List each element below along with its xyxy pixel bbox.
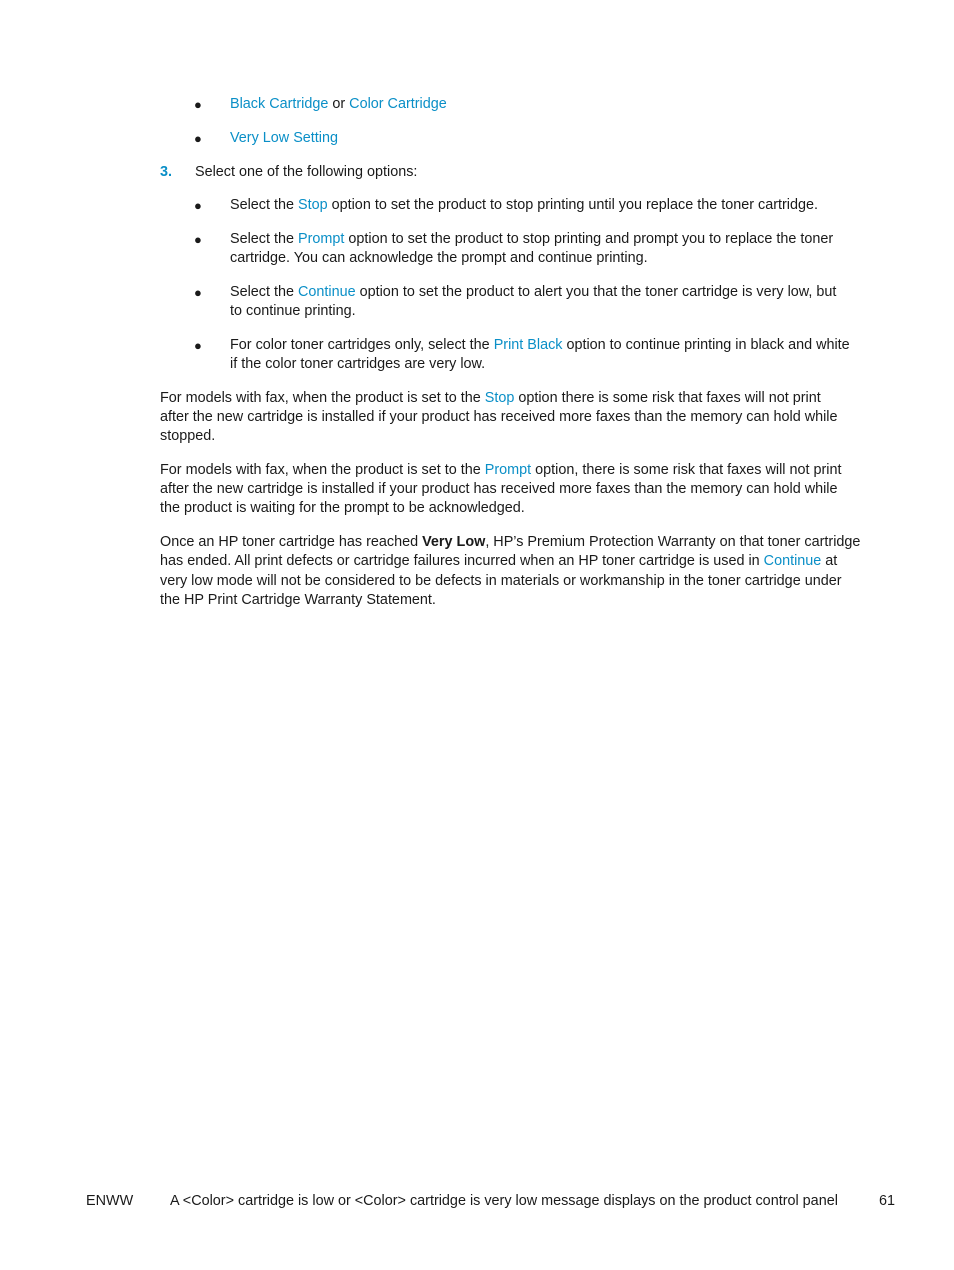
color-cartridge-link[interactable]: Color Cartridge [349,96,447,112]
option-text: Select the [230,197,298,213]
option-print-black [230,336,850,355]
option-text: option to continue printing in black and white [562,337,850,353]
paragraph-fax-prompt [160,461,841,480]
option-text: option to set the product to alert you that the toner cartridge is very low, but [355,284,837,300]
option-text: option to set the product to stop printing until you replace the toner cartridge. [327,197,818,213]
option-continue-line2: to continue printing. [230,303,356,319]
bullet-item-very-low [230,129,338,148]
paragraph-text: option there is some risk that faxes will not print [514,390,821,406]
bullet-icon: ● [194,131,202,146]
black-cartridge-link[interactable]: Black Cartridge [230,96,329,112]
option-text: option to set the product to stop printing and prompt you to replace the toner [344,231,834,247]
stop-link[interactable]: Stop [298,197,328,213]
paragraph-text: , HP’s Premium Protection Warranty on that toner cartridge [485,534,861,550]
paragraph-text: Once an HP toner cartridge has reached [160,534,423,550]
option-prompt-line2: cartridge. You can acknowledge the prompt and continue printing. [230,250,648,266]
paragraph-text: stopped. [160,428,216,444]
prompt-link[interactable]: Prompt [484,462,532,478]
paragraph-text: has ended. All print defects or cartridge failures incurred when an HP toner cartridge is used in [160,553,764,569]
option-print-black-line2: if the color toner cartridges are very low. [230,356,486,372]
print-black-link[interactable]: Print Black [493,337,563,353]
option-text: Select the [230,284,298,300]
bullet-icon: ● [194,232,202,247]
continue-link[interactable]: Continue [298,284,356,300]
continue-link[interactable]: Continue [763,553,822,569]
paragraph-text: the product is waiting for the prompt to be acknowledged. [160,500,525,516]
footer-enww: ENWW [86,1193,134,1209]
page-number: 61 [879,1193,896,1209]
paragraph-text: the HP Print Cartridge Warranty Statement. [160,592,436,608]
bullet-icon: ● [194,97,202,112]
paragraph-text: after the new cartridge is installed if your product has received more faxes than the memory can hold while [160,409,838,425]
option-text: Select the [230,231,298,247]
paragraph-fax-stop [160,389,821,408]
prompt-link[interactable]: Prompt [298,231,345,247]
option-continue [230,283,836,302]
bullet-icon: ● [194,338,202,353]
paragraph-warranty [160,533,860,552]
option-prompt [230,230,833,249]
option-stop [230,196,818,215]
paragraph-warranty-line2 [160,552,837,571]
very-low-setting-link[interactable]: Very Low Setting [230,130,338,146]
paragraph-text: very low mode will not be considered to be defects in materials or workmanship in the toner cartridge under [160,573,842,589]
bullet-text: or [328,96,350,112]
step-text: Select one of the following options: [195,164,418,180]
step-number: 3. [160,164,173,180]
bullet-icon: ● [194,198,202,213]
bullet-item-cartridge [230,95,447,114]
footer-section-title: A <Color> cartridge is low or <Color> cartridge is very low message displays on the product control panel [170,1193,838,1209]
paragraph-text: at [821,553,838,569]
paragraph-text: option, there is some risk that faxes will not print [531,462,842,478]
option-text: For color toner cartridges only, select the [230,337,494,353]
very-low-term: Very Low [422,534,486,550]
paragraph-text: For models with fax, when the product is set to the [160,462,485,478]
bullet-icon: ● [194,285,202,300]
paragraph-text: For models with fax, when the product is set to the [160,390,485,406]
stop-link[interactable]: Stop [484,390,515,406]
paragraph-text: after the new cartridge is installed if your product has received more faxes than the memory can hold while [160,481,838,497]
